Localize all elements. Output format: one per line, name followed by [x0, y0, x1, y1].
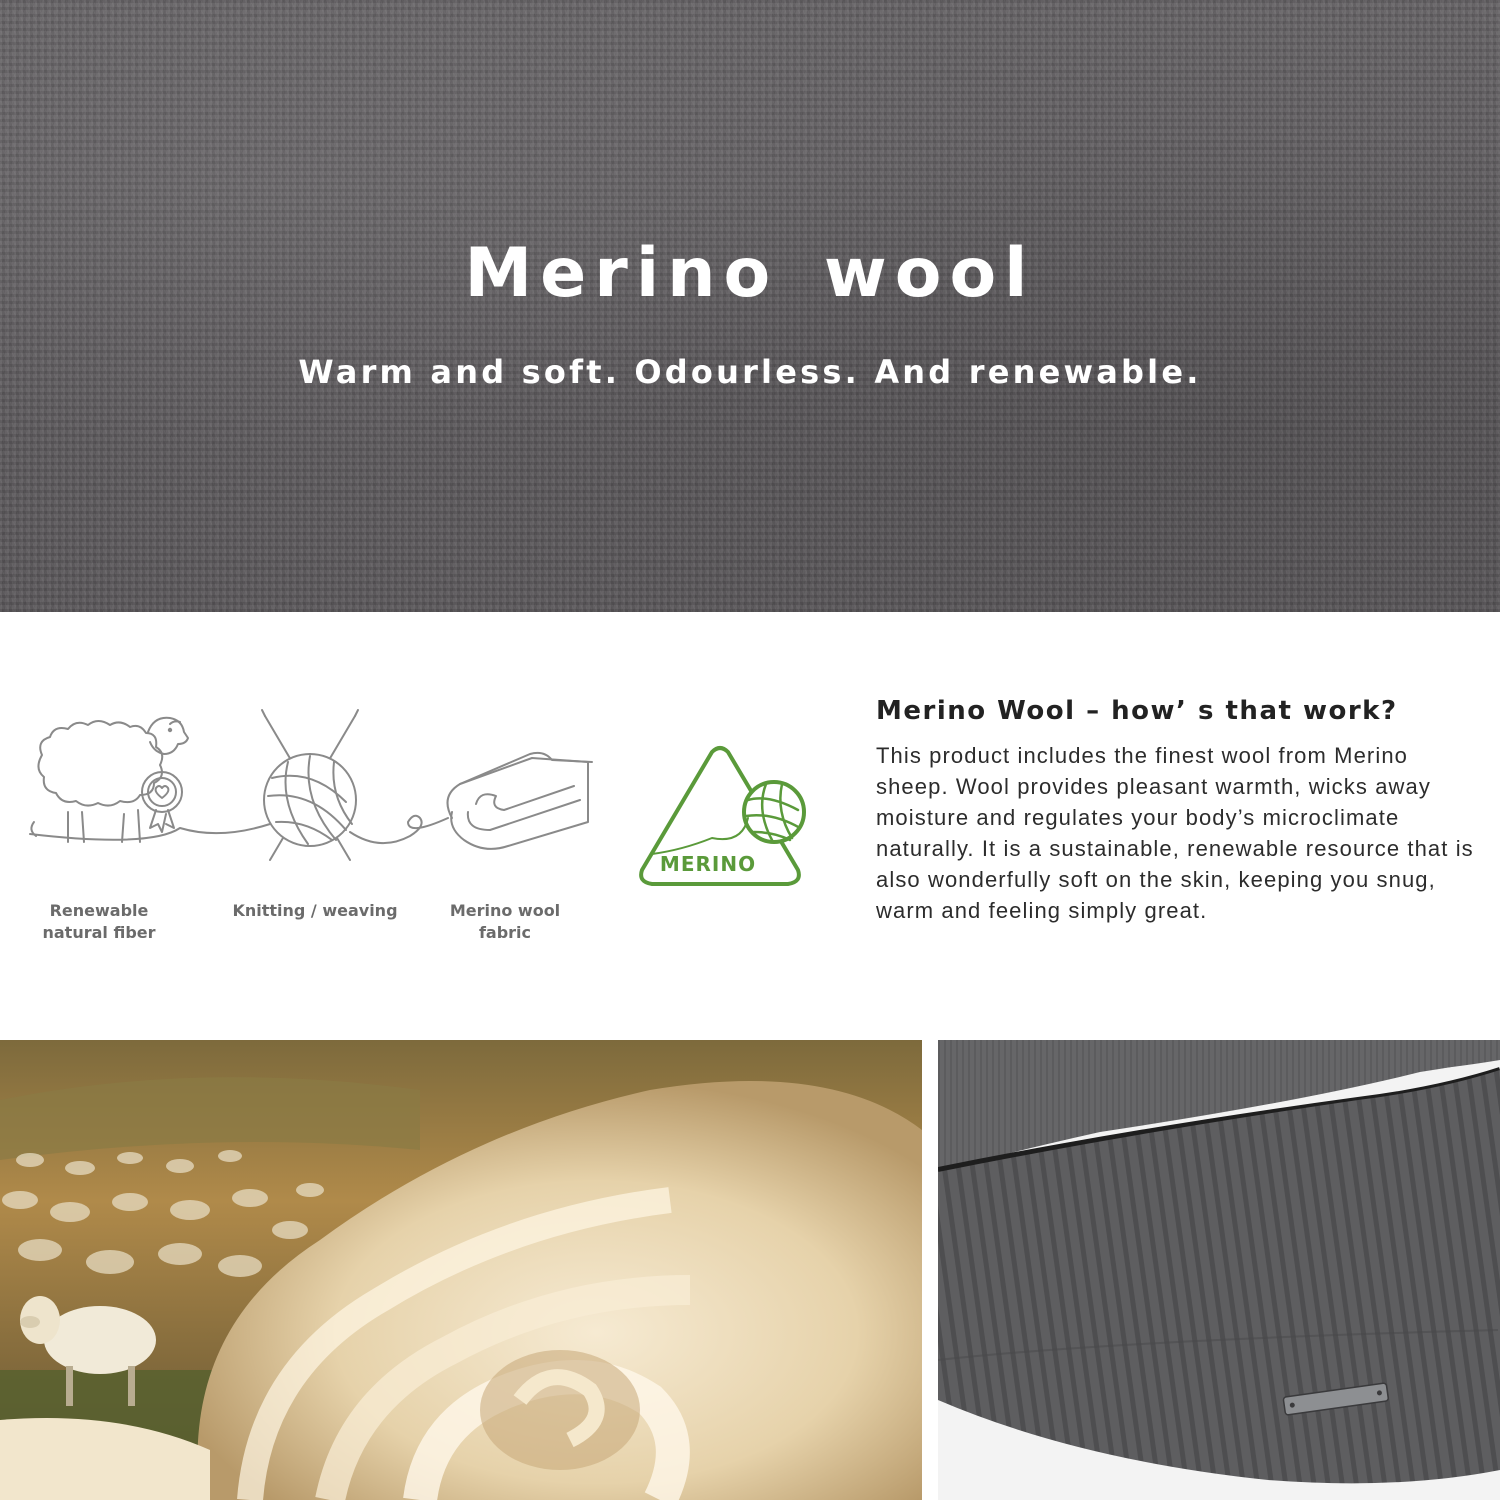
step-label-knitting: Knitting / weaving — [232, 901, 398, 920]
description-block — [876, 696, 1476, 926]
description-body: This product includes the finest wool from Merino sheep. Wool provides pleasant warmth, wicks away moisture and regulates your body’s microclimate naturally. It is a sustainable, renewable resource that is also wonderfully soft on the skin, keeping you snug, warm and feeling simply great. — [876, 743, 1474, 923]
hero-title: Merino wool — [464, 234, 1036, 313]
description-title: Merino Wool – how’ s that work? — [876, 696, 1398, 726]
hero-banner — [0, 0, 1500, 612]
process-illustration — [20, 700, 620, 880]
step-label-fabric: Merino wool fabric — [449, 901, 561, 942]
beanie-photo — [938, 1040, 1500, 1500]
wool-roving-photo — [0, 1040, 922, 1500]
process-steps — [20, 700, 620, 960]
rosette-icon — [142, 772, 182, 832]
merino-triangle-yarn-icon — [628, 738, 828, 898]
merino-badge — [628, 738, 828, 902]
yarn-ball-knitting-needles-icon — [262, 710, 358, 860]
merino-badge-text: MERINO — [659, 852, 757, 876]
folded-fabric-icon — [448, 753, 593, 849]
step-label-renewable: Renewable natural fiber — [42, 901, 156, 942]
hero-subtitle: Warm and soft. Odourless. And renewable. — [298, 353, 1202, 391]
